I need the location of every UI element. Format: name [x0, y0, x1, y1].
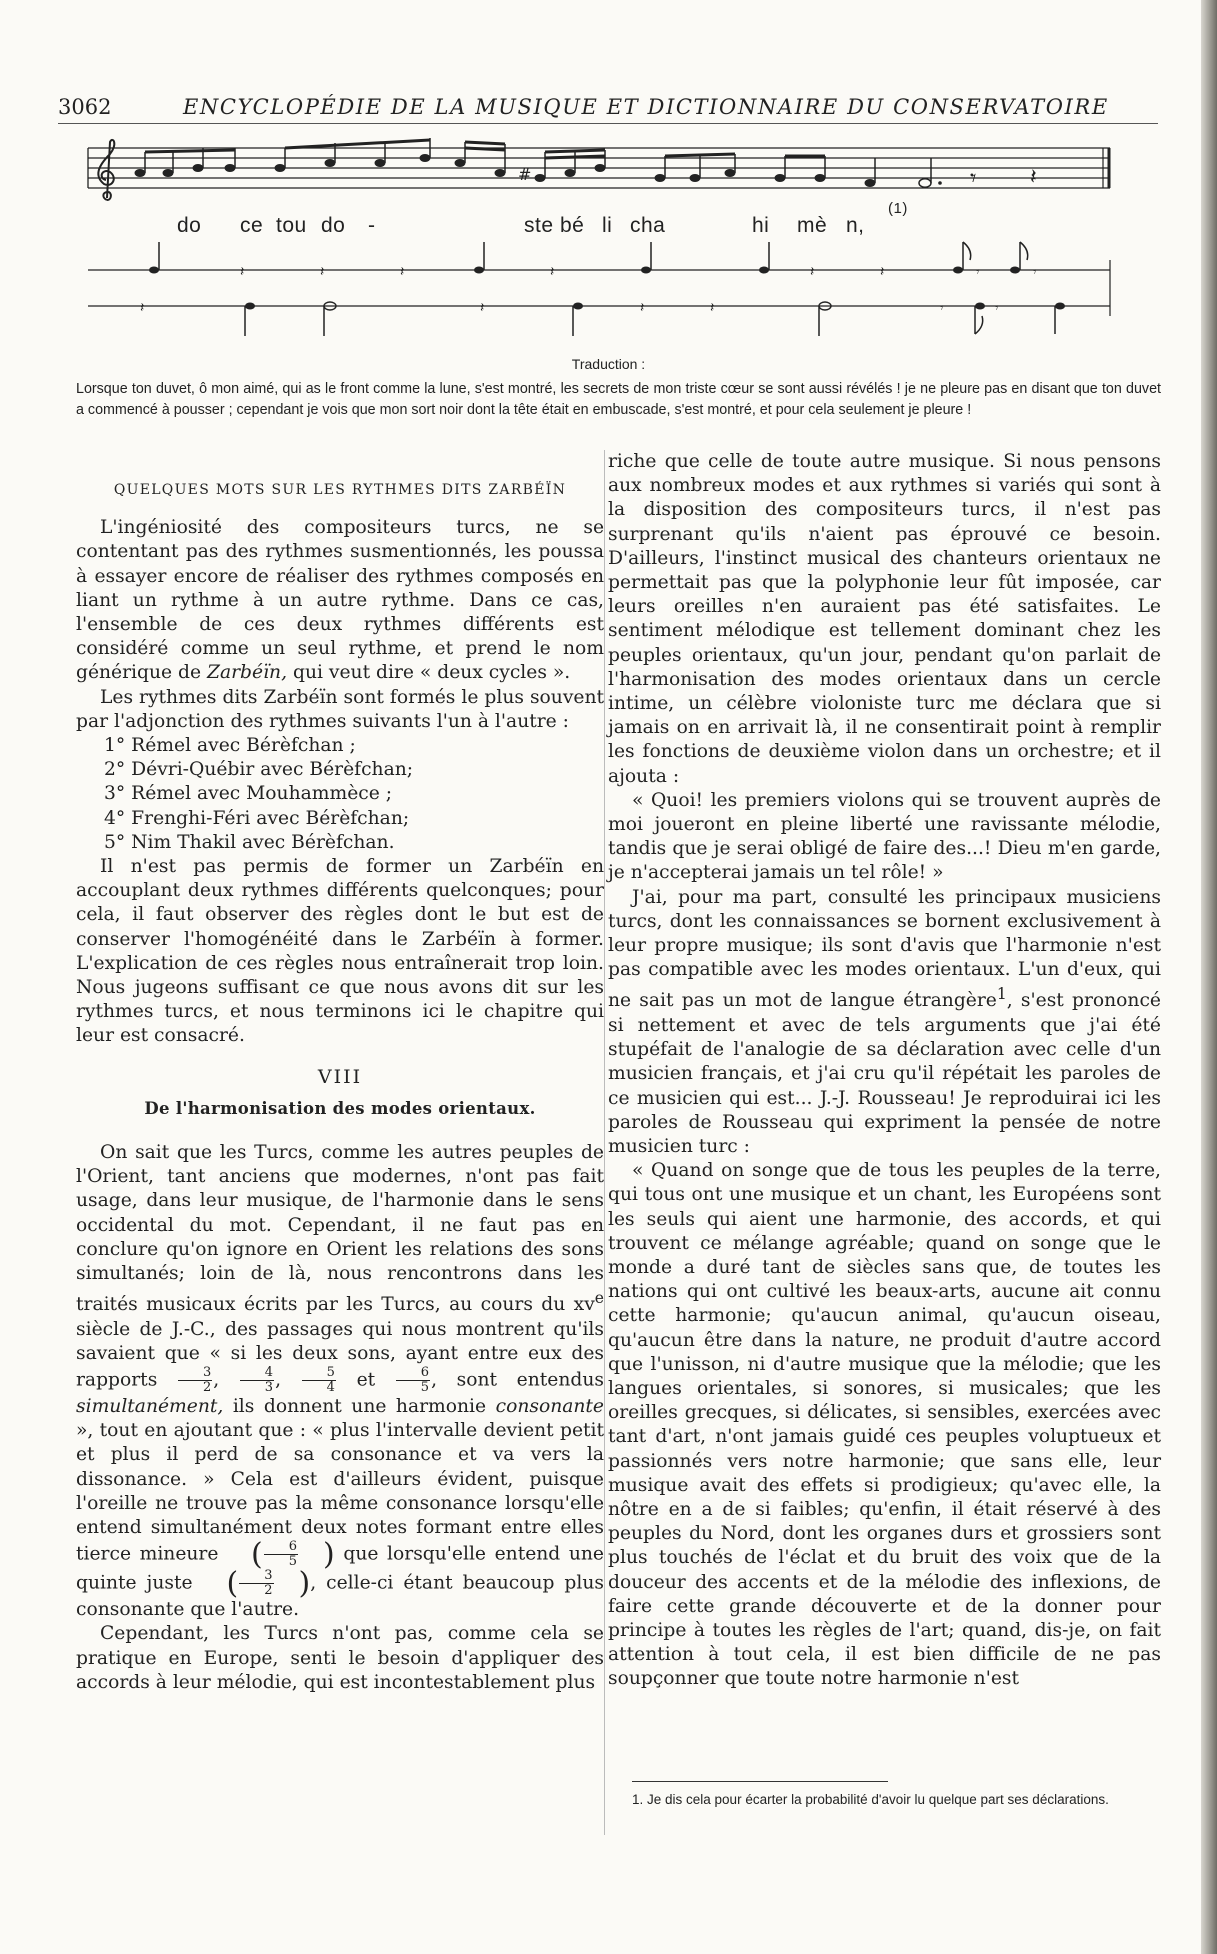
footnote-ref: 1 — [996, 985, 1007, 1004]
paragraph: On sait que les Turcs, comme les autres peuples de l'Orient, tant anciens que modernes, n'ont pas fait usage, dans leur musique, de l'harmonie dans le sens occidental du mot. Cependant, il ne faut pas en conclure qu'on ignore en Orient les relations des sons simultanés; loin de là, nous rencontrons dans les traités musicaux écrits par les Turcs, au cours du $xv^e$ siècle de J.-C., des passages qui nous montrent qu'ils savaient que « si les deux sons, ayant entre eux des rapports $\frac{3}{2}$ , $\frac{4}{3}$ , $\frac{5}{4}$ et $\frac{6}{5}$ , sont entendus simultanément, ils donnent une harmonie consonante », tout en ajoutant que : « plus l'intervalle devient petit et plus il perd de sa consonance et va vers la dissonance. » Cela est d'ailleurs évident, puisque l'oreille ne trouve pas la même consonance lorsqu'elle entend simultanément deux notes formant entre elles tierce mineure ( $\frac{6}{5}$ ) que lorsqu'elle entend une quinte juste ( $\frac{3}{2}$ ), celle-ci étant beaucoup plus consonante que l'autre. — [76, 1142, 605, 1621]
paragraph: Les rythmes dits Zarbéïn sont formés le plus souvent par l'adjonction des rythmes suivants l'un à l'autre : — [76, 686, 604, 732]
svg-text:𝄽: 𝄽 — [140, 300, 145, 316]
svg-text:𝄾: 𝄾 — [970, 164, 977, 192]
lyric-syllable: bé — [560, 214, 585, 237]
lyric-syllable: ce — [240, 214, 264, 237]
svg-text:𝄽: 𝄽 — [1030, 165, 1037, 190]
svg-text:𝄽: 𝄽 — [320, 264, 325, 280]
paragraph — [608, 886, 1161, 1159]
left-column — [76, 450, 604, 1695]
lyric-syllable: do — [177, 214, 202, 237]
fraction: $\frac{5}{4}$ — [302, 1366, 336, 1395]
paragraph-text: siècle de J.-C., des passages qui nous montrent qu'ils savaient que « si les deux sons, ayant entre eux des rapports — [76, 1318, 604, 1391]
svg-text:𝄽: 𝄽 — [640, 300, 645, 316]
paragraph-text: J'ai, pour ma part, consulté les principaux musiciens turcs, dont les connaissances se bornent exclusivement à leur propre musique; ils sont d'avis que l'harmonie n'est pas compatible avec les modes orientaux. L'un d'eux, qui ne sait pas un mot de langue étrangère — [608, 886, 1161, 1012]
footnote: 1. Je dis cela pour écarter la probabilité d'avoir lu quelque part ses déclarations. — [632, 1792, 1109, 1807]
paragraph-text: que lorsqu'elle entend une quinte juste — [76, 1543, 604, 1594]
section-title: QUELQUES MOTS SUR LES RYTHMES DITS ZARBÉÏN — [113, 482, 567, 498]
svg-text:𝄾: 𝄾 — [940, 301, 944, 316]
paragraph: riche que celle de toute autre musique. Si nous pensons aux nombreux modes et aux rythmes si variés qui sont à la disposition des compositeurs turcs, il n'est pas surprenant qu'ils n'aient pas éprouvé ce besoin. D'ailleurs, l'instinct musical des chanteurs orientaux ne permettait pas que la polyphonie leur fût imposée, car leurs oreilles n'en auraient pas été satisfaites. Le sentiment mélodique est tellement dominant chez les peuples orientaux, qu'un jour, pendant qu'on parlait de l'harmonisation des modes orientaux dans un cercle intime, un célèbre violoniste turc me déclara que si jamais on en arrivait là, il ne consentirait point à remplir les fonctions de deuxième violon dans un orchestre; et il ajouta : — [608, 451, 1161, 787]
lyric-syllable: mè — [797, 214, 828, 237]
lyric-syllable: tou — [276, 214, 307, 237]
list-item: 3° Rémel avec Mouhammèce ; — [104, 783, 393, 805]
lyric-syllable: ste — [524, 214, 554, 237]
lyric-syllable: n, — [846, 214, 865, 237]
scan-edge — [1201, 0, 1217, 1954]
svg-text:𝄽: 𝄽 — [240, 264, 245, 280]
lyric-syllable: li — [602, 214, 613, 237]
paragraph-text: , sont entendus — [431, 1369, 604, 1391]
paragraph-text: ils donnent une harmonie — [232, 1396, 487, 1418]
lyric-syllable: - — [368, 214, 376, 237]
paren-open: ( — [226, 1565, 239, 1601]
footnote-rule — [632, 1781, 888, 1782]
italic-term: Zarbéïn, — [207, 662, 288, 684]
paragraph: Il n'est pas permis de former un Zarbéïn en accouplant deux rythmes différents quelconques; pour cela, il faut observer des règles dont le but est de conserver l'homogénéité dans le Zarbéïn à former. L'explication de ces règles nous entraînerait trop loin. Nous jugeons suffisant ce que nous avons dit sur les rythmes turcs, et nous terminons ici le chapitre qui leur est consacré. — [76, 855, 604, 1047]
footnote-marker: (1) — [888, 200, 908, 217]
paren-close: ) — [298, 1565, 311, 1601]
fraction: $\frac{3}{2}$ — [239, 1569, 273, 1598]
right-column — [608, 450, 1161, 1692]
paragraph-text: », tout en ajoutant que : « plus l'intervalle devient petit et plus il perd de sa consonance et va vers la dissonance. » Cela est d'ailleurs évident, puisque l'oreille ne trouve pas la même consonance lorsqu'elle entend simultanément deux notes formant entre elles tierce mineure — [76, 1420, 604, 1565]
fraction: $\frac{6}{5}$ — [264, 1540, 298, 1569]
svg-text:𝄽: 𝄽 — [710, 300, 715, 316]
fraction: $\frac{6}{5}$ — [396, 1366, 430, 1395]
fraction: $\frac{3}{2}$ — [178, 1366, 212, 1395]
column-divider — [604, 450, 605, 1835]
paragraph-text: , celle-ci étant beaucoup plus consonante que l'autre. — [76, 1572, 605, 1621]
rhythm-list — [76, 734, 604, 855]
section-heading: De l'harmonisation des modes orientaux. — [144, 1098, 536, 1118]
list-item: 2° Dévri-Québir avec Bérèfchan; — [104, 759, 414, 781]
list-item: 5° Nim Thakil avec Bérèfchan. — [104, 831, 395, 853]
music-notation — [80, 138, 1120, 348]
lyric-syllable: do — [321, 214, 346, 237]
svg-text:𝄽: 𝄽 — [880, 264, 885, 280]
page-header — [58, 95, 1158, 125]
treble-clef-icon — [98, 140, 114, 200]
conjunction: et — [356, 1369, 376, 1391]
svg-text:𝄽: 𝄽 — [400, 264, 405, 280]
paragraph-text: qui veut dire « deux cycles ». — [293, 662, 571, 684]
list-item: 1° Rémel avec Bérèfchan ; — [104, 735, 356, 757]
svg-text:𝄽: 𝄽 — [810, 264, 815, 280]
fraction: $\frac{4}{3}$ — [240, 1366, 274, 1395]
svg-text:𝄾: 𝄾 — [976, 265, 980, 280]
translation-text: Lorsque ton duvet, ô mon aimé, qui as le front comme la lune, s'est montré, les secrets de mon triste cœur se sont aussi révélés ! je ne pleure pas en disant que ton duvet a commencé à pousser ; cependant je vois que mon sort noir dont la tête était en embuscade, s'est montré, et pour cela seulement je pleure ! — [76, 381, 1161, 418]
lyric-syllable: cha — [630, 214, 666, 237]
rhythm-notes — [140, 242, 1065, 336]
section-number: VIII — [317, 1065, 363, 1088]
lyric-syllable: hi — [752, 214, 770, 237]
header-rule — [58, 123, 1158, 124]
italic-term: consonante — [495, 1396, 604, 1418]
paragraph — [76, 516, 604, 685]
running-title: ENCYCLOPÉDIE DE LA MUSIQUE ET DICTIONNAIRE DU CONSERVATOIRE — [183, 95, 1109, 119]
svg-text:𝄽: 𝄽 — [550, 264, 555, 280]
svg-text:𝄾: 𝄾 — [1033, 265, 1037, 280]
paragraph: Cependant, les Turcs n'ont pas, comme cela se pratique en Europe, senti le besoin d'appliquer des accords à leur mélodie, qui est incontestablement plus — [76, 1623, 604, 1693]
svg-text:𝄽: 𝄽 — [480, 300, 485, 316]
svg-text:#: # — [518, 165, 532, 184]
paren-open: ( — [251, 1536, 263, 1572]
paragraph-text: On sait que les Turcs, comme les autres peuples de l'Orient, tant anciens que modernes, n'ont pas fait usage, dans leur musique, de l'harmonie dans le sens occidental du mot. Cependant, il ne faut pas en conclure qu'on ignore en Orient les relations des sons simultanés; loin de là, nous rencontrons dans les traités musicaux écrits par les Turcs, au cours du xv — [76, 1142, 604, 1316]
paren-close: ) — [323, 1536, 335, 1572]
svg-text:𝄾: 𝄾 — [995, 301, 999, 316]
page-number: 3062 — [58, 95, 112, 119]
notes — [135, 138, 1037, 192]
italic-term: simultanément, — [76, 1396, 224, 1418]
paragraph-text: L'ingéniosité des compositeurs turcs, ne se contentant pas des rythmes susmentionnés, les poussa à essayer encore de réaliser des rythmes composés en liant un rythme à un autre rythme. Dans ce cas, l'ensemble de ces deux rythmes différents est considéré comme un seul rythme, et prend le nom générique de — [76, 517, 604, 684]
paragraph-text: , s'est prononcé si nettement et avec de tels arguments que j'ai été stupéfait de l'analogie de sa déclaration avec celle d'un musicien français, et j'ai cru qu'il répétait les paroles de ce musicien qui est... J.-J. Rousseau! Je reproduirai ici les paroles de Rousseau qui expriment la pensée de notre musicien turc : — [608, 990, 1161, 1157]
list-item: 4° Frenghi-Féri avec Bérèfchan; — [104, 807, 410, 829]
quote-paragraph: « Quand on songe que de tous les peuples de la terre, qui tous ont une musique et un chant, les Européens sont les seuls qui aient une harmonie, des accords, et qui trouvent ce mélange agréable; quand on songe que le monde a duré tant de siècles sans que, de toutes les nations qui ont cultivé les beaux-arts, aucune ait connu cette harmonie; qu'aucun animal, qu'aucun oiseau, qu'aucun être dans la nature, ne produit d'autre accord que l'unisson, ni d'autre musique que la mélodie; que les langues orientales, si sonores, si musicales; que les oreilles grecques, si délicates, si sensibles, exercées avec tant d'art, n'ont jamais guidé ces peuples voluptueux et passionnés vers notre harmonie; que sans elle, leur musique avait des effets si prodigieux; qu'avec elle, la nôtre en a de si faibles; qu'enfin, il était réservé à des peuples du Nord, dont les organes durs et grossiers sont plus touchés de l'éclat et du bruit des voix que de la douceur des accents et de la mélodie des inflexions, de faire cette grande découverte et de la donner pour principe à toutes les règles de l'art; quand, dis-je, on fait attention à tout cela, il est bien difficile de ne pas soupçonner que toute notre harmonie n'est — [608, 1160, 1161, 1690]
superscript: e — [594, 1289, 604, 1308]
quote-paragraph: « Quoi! les premiers violons qui se trouvent auprès de moi joueront en pleine liberté une ravissante mélodie, tandis que je serai obligé de faire des...! Dieu m'en garde, je n'accepterai jamais un tel rôle! » — [608, 789, 1161, 884]
translation-title: Traduction : — [571, 356, 646, 372]
